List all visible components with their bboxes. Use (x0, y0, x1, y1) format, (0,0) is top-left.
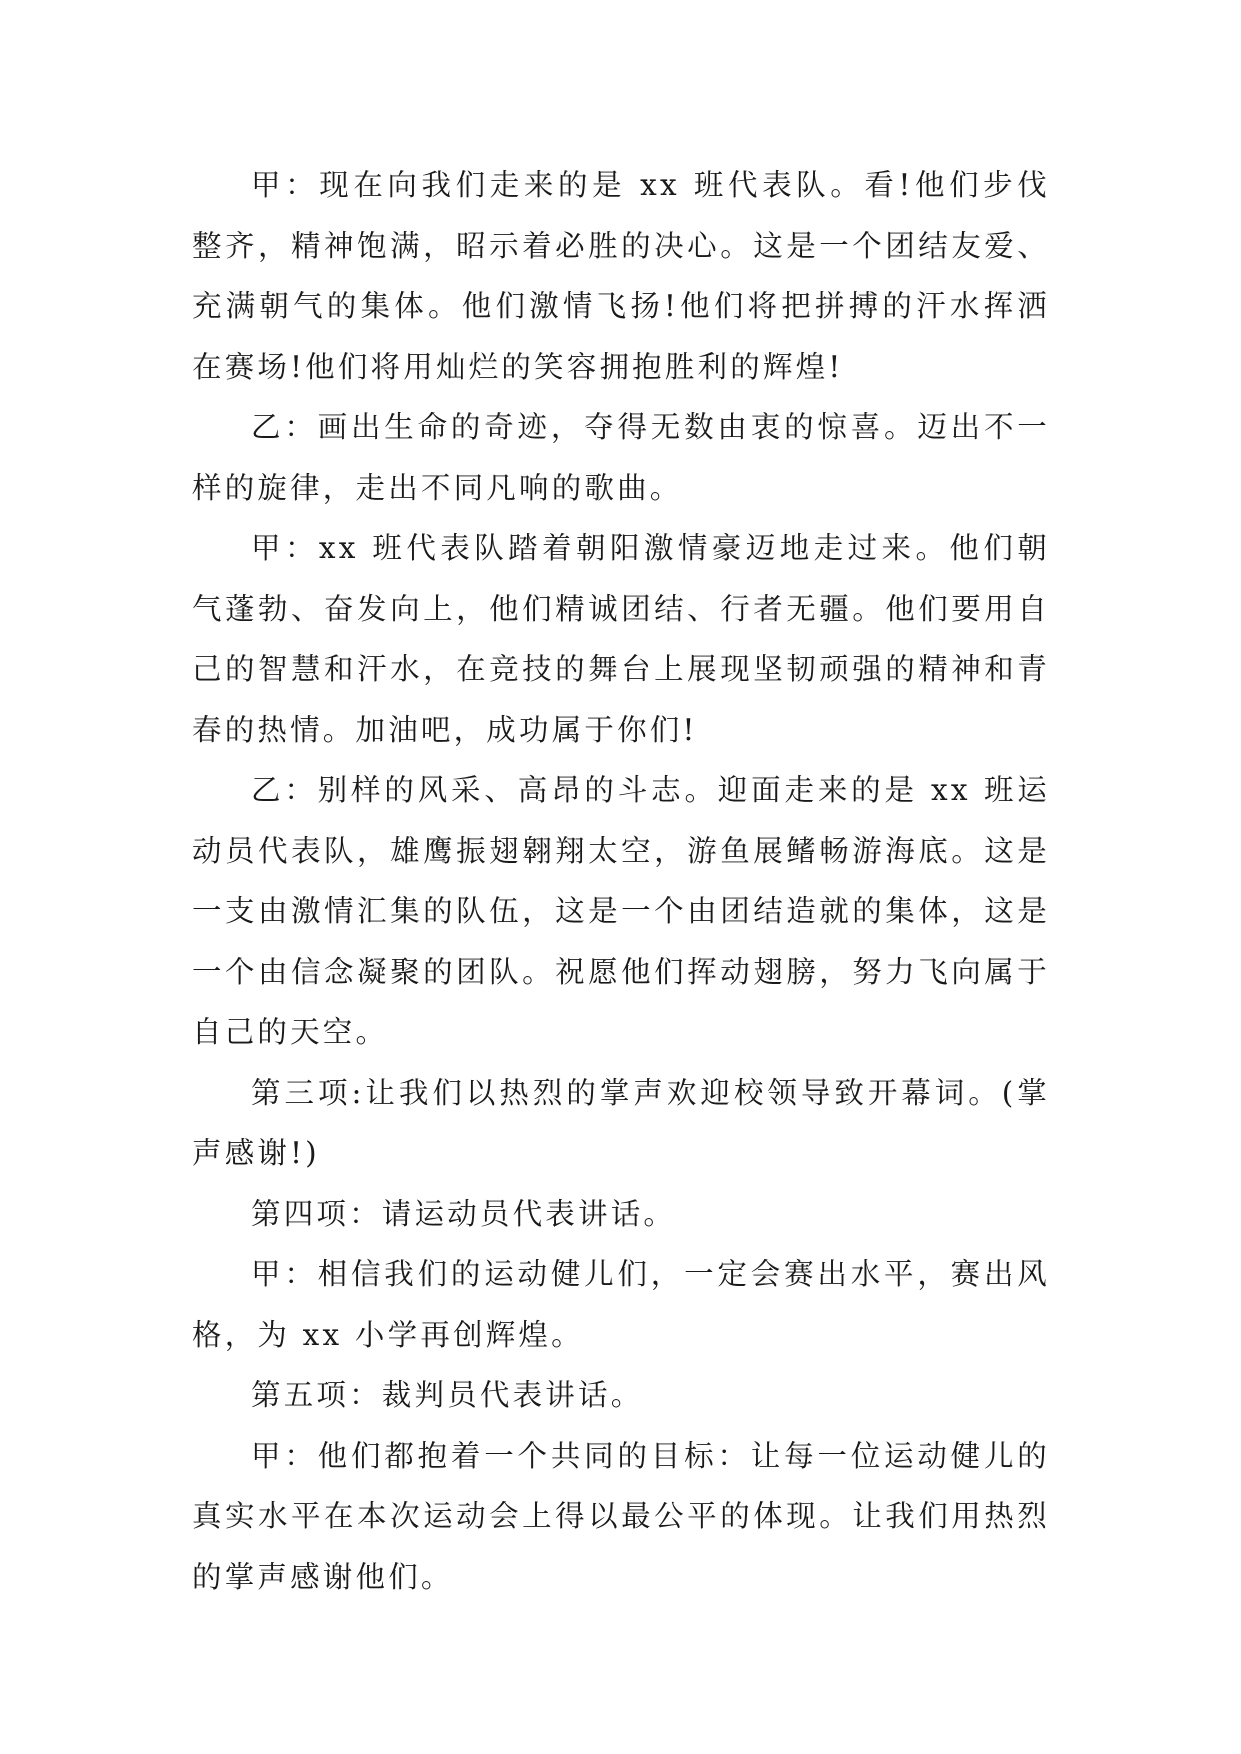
paragraph-4: 乙：别样的风采、高昂的斗志。迎面走来的是 xx 班运动员代表队，雄鹰振翅翱翔太空，游鱼展鳍畅游海底。这是一支由激情汇集的队伍，这是一个由团结造就的集体，这是一个由信念凝聚的团队。祝愿他们挥动翅膀，努力飞向属于自己的天空。 (192, 773, 1050, 1049)
paragraph-6: 第四项：请运动员代表讲话。 (251, 1196, 677, 1231)
document-body (192, 155, 1050, 1607)
paragraph-1: 甲：现在向我们走来的是 xx 班代表队。看!他们步伐整齐，精神饱满，昭示着必胜的决心。这是一个团结友爱、充满朝气的集体。他们激情飞扬!他们将把拼搏的汗水挥洒在赛场!他们将用灿烂的笑容拥抱胜利的辉煌! (192, 168, 1050, 384)
paragraph-7: 甲：相信我们的运动健儿们，一定会赛出水平，赛出风格，为 xx 小学再创辉煌。 (192, 1257, 1050, 1352)
paragraph-5: 第三项:让我们以热烈的掌声欢迎校领导致开幕词。(掌声感谢!) (192, 1075, 1050, 1170)
paragraph-3: 甲：xx 班代表队踏着朝阳激情豪迈地走过来。他们朝气蓬勃、奋发向上，他们精诚团结、行者无疆。他们要用自己的智慧和汗水，在竞技的舞台上展现坚韧顽强的精神和青春的热情。加油吧，成功属于你们! (192, 531, 1050, 747)
paragraph-8: 第五项：裁判员代表讲话。 (251, 1378, 644, 1412)
paragraph-9: 甲：他们都抱着一个共同的目标：让每一位运动健儿的真实水平在本次运动会上得以最公平的体现。让我们用热烈的掌声感谢他们。 (192, 1438, 1050, 1594)
paragraph-2: 乙：画出生命的奇迹，夺得无数由衷的惊喜。迈出不一样的旋律，走出不同凡响的歌曲。 (192, 410, 1050, 505)
